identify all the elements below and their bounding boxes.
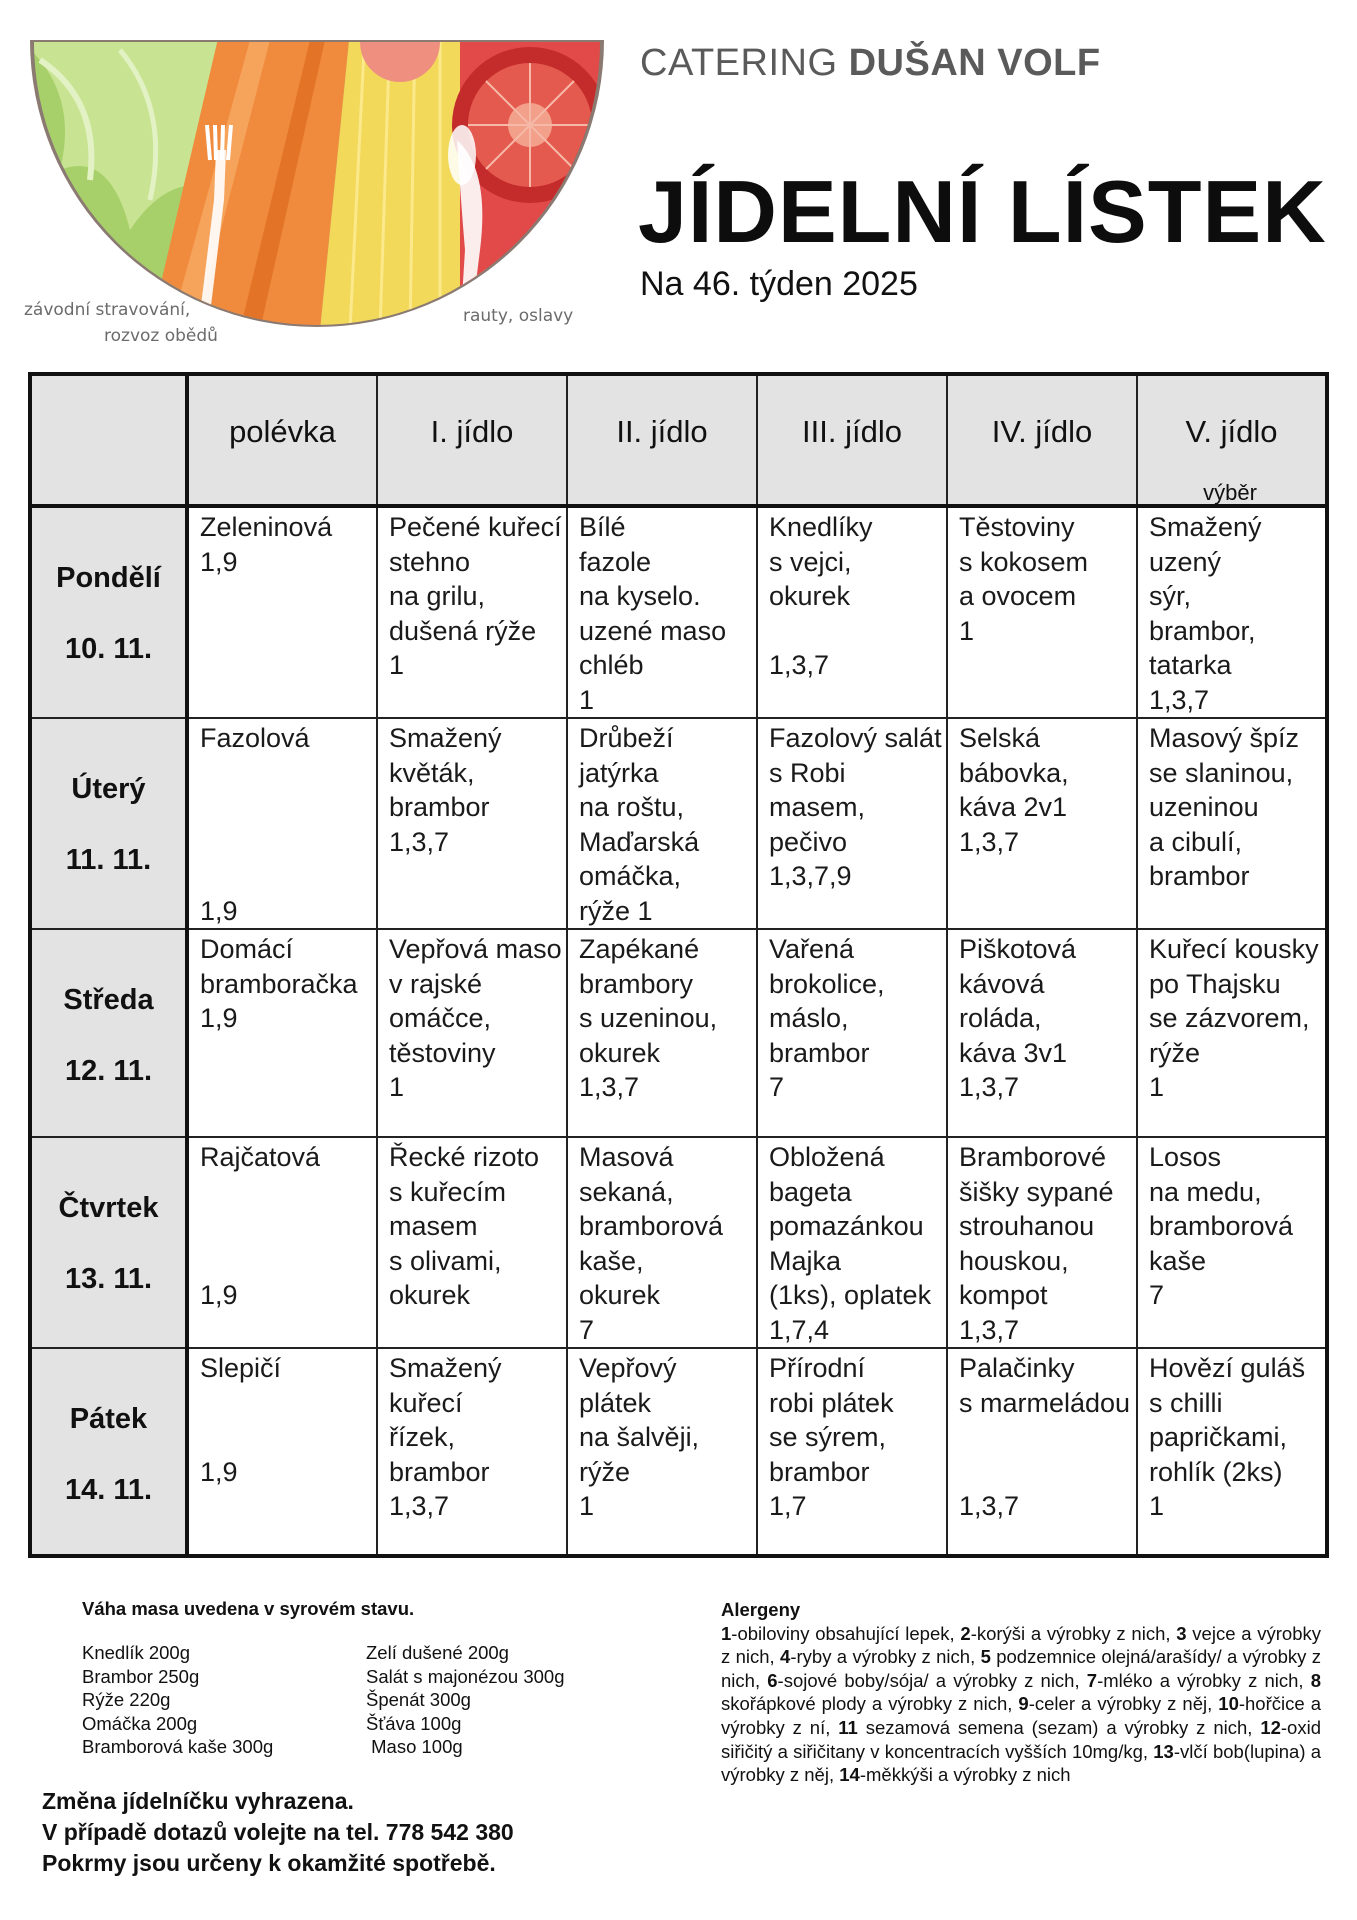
logo-tagline-right: rauty, oslavy <box>463 306 574 326</box>
day-row-monday <box>30 506 1327 718</box>
day-date: 10. 11. <box>64 633 153 665</box>
column-header <box>757 374 947 506</box>
day-cell <box>30 1137 187 1348</box>
brand-heading <box>640 42 1101 85</box>
allergen-number: 6 <box>767 1669 778 1691</box>
menu-cell: Hovězí guláš s chilli papričkami, rohlík (2ks) 1 <box>1137 1348 1327 1556</box>
column-label: polévka <box>229 414 336 449</box>
allergen-number: 9 <box>1018 1693 1029 1715</box>
allergen-text: -hořčice a výrobky z ní, <box>721 1693 1321 1738</box>
allergen-number: 10 <box>1218 1693 1239 1715</box>
column-label: I. jídlo <box>430 414 514 449</box>
menu-table <box>28 372 1329 1558</box>
menu-cell: Bílé fazole na kyselo. uzené maso chléb 1 <box>567 506 757 718</box>
menu-cell: Vepřový plátek na šalvěji, rýže 1 <box>567 1348 757 1556</box>
column-header <box>1137 374 1327 506</box>
menu-cell: Vepřová maso v rajské omáčce, těstoviny 1 <box>377 929 567 1137</box>
menu-cell: Fazolová 1,9 <box>187 718 377 929</box>
notice-line: V případě dotazů volejte na tel. 778 542 380 <box>42 1819 514 1845</box>
menu-cell: Rajčatová 1,9 <box>187 1137 377 1348</box>
menu-header-row <box>30 374 1327 506</box>
menu-cell: Vařená brokolice, máslo, brambor 7 <box>757 929 947 1137</box>
menu-cell: Kuřecí kousky po Thajsku se zázvorem, rýže 1 <box>1137 929 1327 1137</box>
allergen-text: -měkkýši a výrobky z nich <box>859 1764 1071 1786</box>
day-cell <box>30 1348 187 1556</box>
menu-cell: Slepičí 1,9 <box>187 1348 377 1556</box>
day-name: Úterý <box>71 773 146 805</box>
logo-tagline-left-line1: závodní stravování, <box>24 300 191 320</box>
allergen-text: sezamová semena (sezam) a výrobky z nich, <box>857 1716 1261 1738</box>
menu-cell: Losos na medu, bramborová kaše 7 <box>1137 1137 1327 1348</box>
day-name: Pondělí <box>56 562 161 594</box>
weights-title: Váha masa uvedena v syrovém stavu. <box>82 1598 415 1619</box>
column-header <box>377 374 567 506</box>
allergen-number: 14 <box>839 1764 860 1786</box>
menu-cell: Smažený kuřecí řízek, brambor 1,3,7 <box>377 1348 567 1556</box>
weight-item: Brambor 250g <box>82 1665 200 1687</box>
weights-column-2 <box>366 1641 565 1759</box>
column-label: IV. jídlo <box>991 414 1093 449</box>
day-date: 11. 11. <box>65 844 152 876</box>
day-name: Středa <box>63 984 154 1016</box>
logo-tagline-left-line2: rozvoz obědů <box>104 326 218 346</box>
weight-item: Omáčka 200g <box>82 1712 198 1734</box>
brand-prefix: CATERING <box>640 42 849 84</box>
week-label: Na 46. týden 2025 <box>640 265 918 303</box>
day-cell <box>30 506 187 718</box>
allergen-text: -vlčí bob(lupina) a výrobky z něj, <box>721 1740 1321 1786</box>
menu-cell: Palačinky s marmeládou 1,3,7 <box>947 1348 1137 1556</box>
allergen-text: -celer a výrobky z něj, <box>1028 1693 1219 1715</box>
weight-item: Bramborová kaše 300g <box>82 1736 274 1758</box>
day-date: 13. 11. <box>64 1263 153 1295</box>
day-row-friday <box>30 1348 1327 1556</box>
menu-cell: Fazolový salát s Robi masem, pečivo 1,3,7,9 <box>757 718 947 929</box>
allergen-text: -korýši a výrobky z nich, <box>970 1622 1177 1644</box>
column-label: III. jídlo <box>802 414 902 449</box>
allergen-text: -ryby a výrobky z nich, <box>790 1646 981 1668</box>
day-name: Pátek <box>69 1403 148 1435</box>
allergen-number: 12 <box>1260 1716 1281 1738</box>
weight-item: Zelí dušené 200g <box>366 1642 509 1663</box>
day-name: Čtvrtek <box>58 1192 159 1224</box>
day-row-thursday <box>30 1137 1327 1348</box>
menu-cell: Smažený květák, brambor 1,3,7 <box>377 718 567 929</box>
menu-cell: Pečené kuřecí stehno na grilu, dušená rýže 1 <box>377 506 567 718</box>
weight-item: Šťáva 100g <box>366 1712 462 1734</box>
menu-cell: Piškotová kávová roláda, káva 3v1 1,3,7 <box>947 929 1137 1137</box>
day-cell <box>30 929 187 1137</box>
weight-item: Salát s majonézou 300g <box>366 1665 565 1687</box>
menu-cell: Řecké rizoto s kuřecím masem s olivami, okurek <box>377 1137 567 1348</box>
allergen-number: 7 <box>1086 1669 1098 1691</box>
menu-cell: Obložená bageta pomazánkou Majka (1ks), oplatek 1,7,4 <box>757 1137 947 1348</box>
allergens-section <box>721 1598 1321 1787</box>
allergen-text: -oxid siřičitý a siřičitany v koncentracích vyšších 10mg/kg, <box>721 1716 1321 1762</box>
menu-cell: Masový špíz se slaninou, uzeninou a cibulí, brambor <box>1137 718 1327 929</box>
column-header <box>187 374 377 506</box>
allergen-text: vejce a výrobky z nich, <box>721 1622 1321 1668</box>
allergens-text <box>721 1622 1321 1787</box>
notice-section <box>42 1786 514 1879</box>
menu-cell: Domácí bramboračka 1,9 <box>187 929 377 1137</box>
allergen-number: 8 <box>1310 1669 1321 1691</box>
day-date: 12. 11. <box>64 1055 153 1087</box>
allergen-number: 2 <box>960 1622 971 1644</box>
weight-item: Rýže 220g <box>82 1689 171 1711</box>
allergen-number: 1 <box>721 1622 732 1644</box>
menu-cell: Masová sekaná, bramborová kaše, okurek 7 <box>567 1137 757 1348</box>
weight-item: Maso 100g <box>366 1736 463 1758</box>
weight-item: Špenát 300g <box>366 1689 471 1711</box>
allergen-number: 5 <box>980 1646 991 1668</box>
column-label: II. jídlo <box>616 414 708 449</box>
menu-cell: Drůbeží jatýrka na roštu, Maďarská omáčka, rýže 1 <box>567 718 757 929</box>
day-row-wednesday <box>30 929 1327 1137</box>
menu-cell: Knedlíky s vejci, okurek 1,3,7 <box>757 506 947 718</box>
menu-cell: Smažený uzený sýr, brambor, tatarka 1,3,7 <box>1137 506 1327 718</box>
menu-cell: Selská bábovka, káva 2v1 1,3,7 <box>947 718 1137 929</box>
day-cell <box>30 718 187 929</box>
day-date: 14. 11. <box>64 1474 153 1506</box>
notice-line: Změna jídelníčku vyhrazena. <box>42 1788 354 1814</box>
column-label: V. jídlo <box>1185 414 1278 449</box>
weights-column-1 <box>82 1641 366 1759</box>
allergen-number: 13 <box>1153 1740 1174 1762</box>
weights-section <box>82 1598 565 1759</box>
column-sublabel: výběr <box>1203 480 1257 505</box>
menu-cell: Zapékané brambory s uzeninou, okurek 1,3,7 <box>567 929 757 1137</box>
allergen-number: 11 <box>838 1716 858 1738</box>
column-header <box>567 374 757 506</box>
menu-cell: Těstoviny s kokosem a ovocem 1 <box>947 506 1137 718</box>
allergen-text: -obiloviny obsahující lepek, <box>731 1622 961 1644</box>
allergen-text: podzemnice olejná/arašídy/ a výrobky z nich, <box>721 1646 1321 1691</box>
allergen-number: 4 <box>780 1646 791 1668</box>
menu-cell: Bramborové šišky sypané strouhanou houskou, kompot 1,3,7 <box>947 1137 1137 1348</box>
menu-cell: Zeleninová 1,9 <box>187 506 377 718</box>
corner-cell <box>30 374 187 506</box>
brand-name: DUŠAN VOLF <box>848 42 1101 84</box>
allergen-text: skořápkové plody a výrobky z nich, <box>721 1693 1019 1715</box>
notice-line: Pokrmy jsou určeny k okamžité spotřebě. <box>42 1850 496 1876</box>
allergens-title: Alergeny <box>721 1599 801 1620</box>
allergen-number: 3 <box>1176 1622 1187 1644</box>
day-row-tuesday <box>30 718 1327 929</box>
food-plate-logo-icon <box>20 30 610 330</box>
allergen-text: -sojové boby/sója/ a výrobky z nich, <box>777 1669 1087 1691</box>
menu-cell: Přírodní robi plátek se sýrem, brambor 1,7 <box>757 1348 947 1556</box>
column-header <box>947 374 1137 506</box>
allergen-text: -mléko a výrobky z nich, <box>1097 1669 1311 1691</box>
page-title: JÍDELNÍ LÍSTEK <box>638 162 1327 261</box>
logo-tagline-left <box>24 297 254 349</box>
weight-item: Knedlík 200g <box>82 1642 191 1663</box>
